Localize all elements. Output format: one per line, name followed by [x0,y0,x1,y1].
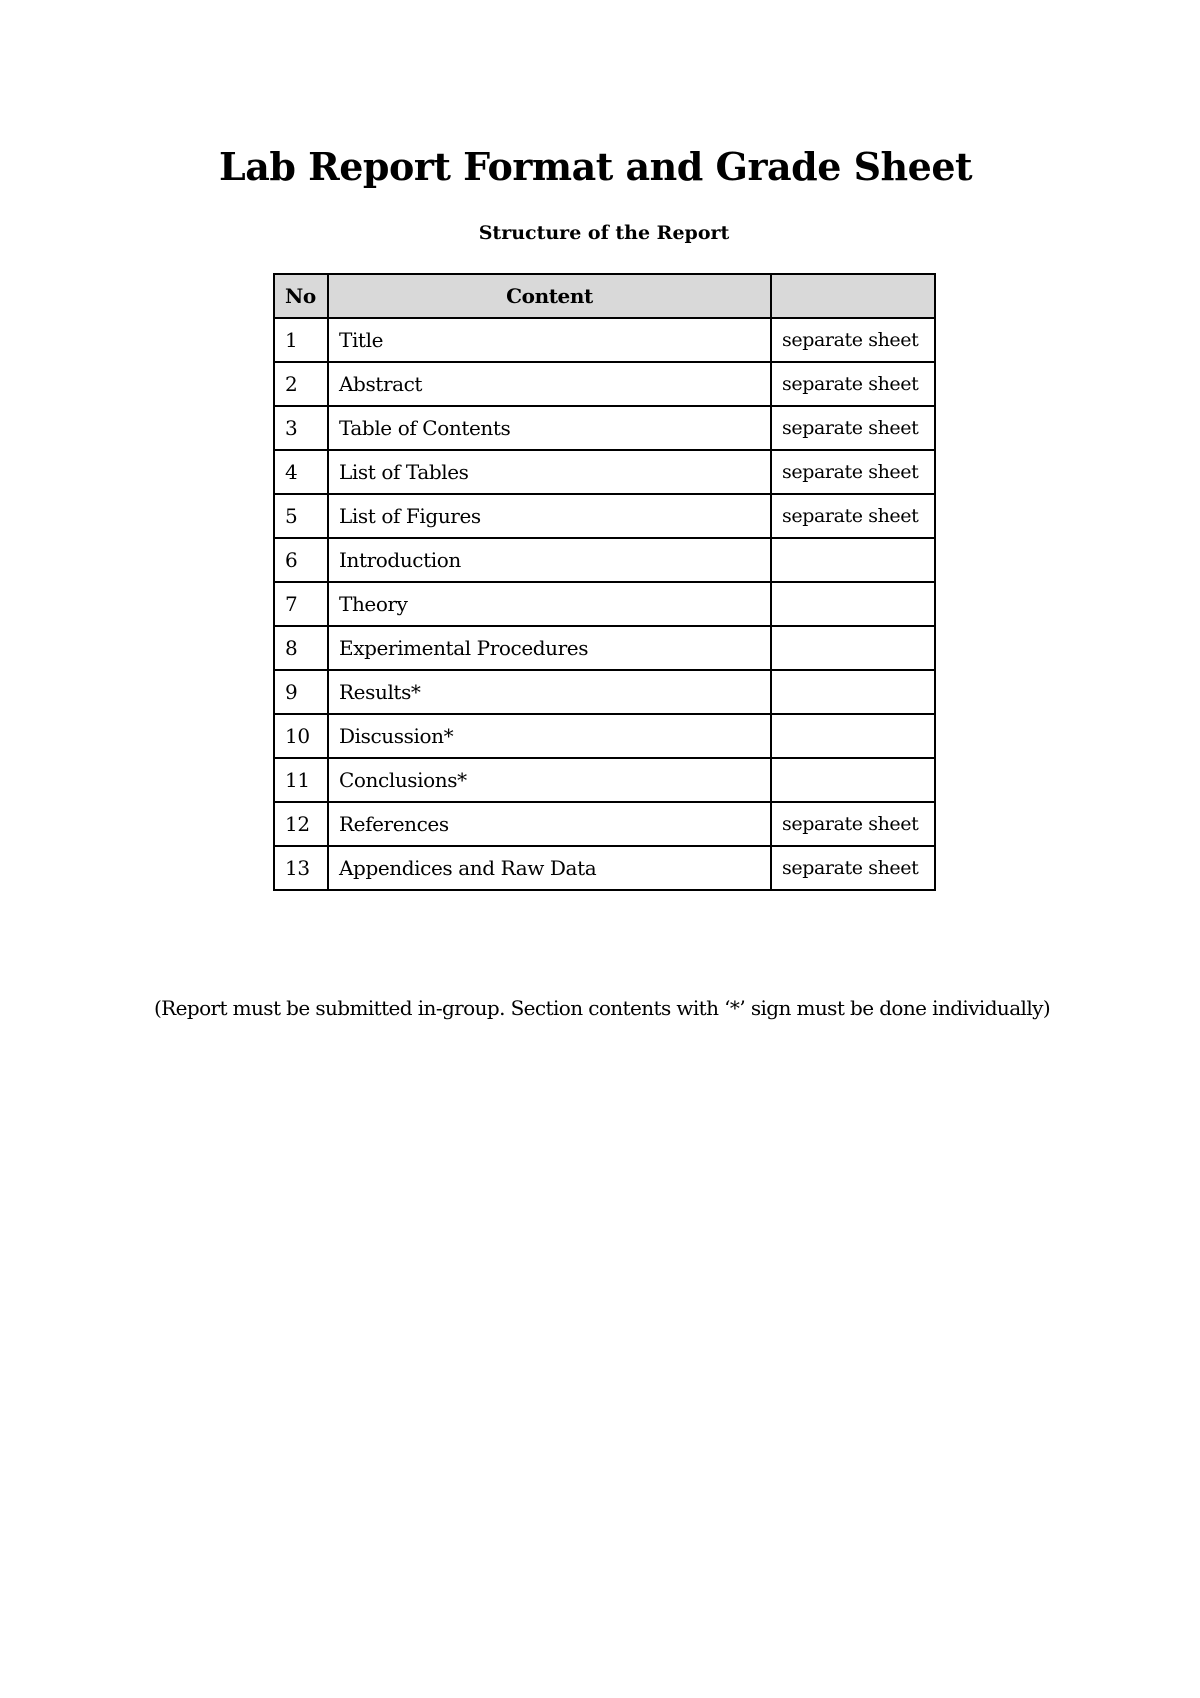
table-row [274,626,935,670]
row-note-cell: separate sheet [771,406,935,450]
row-note-cell: separate sheet [771,318,935,362]
table-row [274,450,935,494]
row-content-cell: Experimental Procedures [328,626,771,670]
row-number-cell: 3 [274,406,328,450]
row-number-cell: 8 [274,626,328,670]
table-row [274,362,935,406]
row-note-cell [771,582,935,626]
row-number-cell: 11 [274,758,328,802]
row-number-cell: 2 [274,362,328,406]
row-content-cell: Discussion* [328,714,771,758]
row-number-cell: 10 [274,714,328,758]
header-content: Content [328,274,771,318]
row-content-cell: Theory [328,582,771,626]
row-note-cell [771,626,935,670]
row-number-cell: 9 [274,670,328,714]
row-content-cell: List of Figures [328,494,771,538]
row-number-cell: 4 [274,450,328,494]
row-content-cell: Table of Contents [328,406,771,450]
row-number-cell: 1 [274,318,328,362]
table-row [274,846,935,890]
row-content-cell: Abstract [328,362,771,406]
table-header [274,274,935,318]
row-number-cell: 7 [274,582,328,626]
row-note-cell: separate sheet [771,846,935,890]
row-content-cell: References [328,802,771,846]
row-note-cell: separate sheet [771,494,935,538]
row-content-cell: Appendices and Raw Data [328,846,771,890]
row-number-cell: 5 [274,494,328,538]
report-structure-table [273,273,936,891]
row-note-cell: separate sheet [771,362,935,406]
table-row [274,582,935,626]
table-row [274,758,935,802]
row-number-cell: 13 [274,846,328,890]
row-note-cell [771,670,935,714]
row-note-cell [771,714,935,758]
footnote: (Report must be submitted in-group. Section contents with ‘*’ sign must be done individually) [153,996,1051,1020]
table-row [274,802,935,846]
table-body [274,318,935,890]
row-number-cell: 6 [274,538,328,582]
row-note-cell: separate sheet [771,450,935,494]
row-note-cell [771,538,935,582]
page-title: Lab Report Format and Grade Sheet [219,144,973,189]
row-content-cell: Title [328,318,771,362]
row-content-cell: List of Tables [328,450,771,494]
header-no: No [274,274,328,318]
table-row [274,494,935,538]
table-row [274,714,935,758]
header-note [771,274,935,318]
table-header-row [274,274,935,318]
table-row [274,538,935,582]
row-note-cell: separate sheet [771,802,935,846]
table-row [274,406,935,450]
row-content-cell: Conclusions* [328,758,771,802]
row-number-cell: 12 [274,802,328,846]
row-note-cell [771,758,935,802]
row-content-cell: Results* [328,670,771,714]
table-row [274,318,935,362]
table-row [274,670,935,714]
row-content-cell: Introduction [328,538,771,582]
section-title: Structure of the Report [478,222,730,244]
